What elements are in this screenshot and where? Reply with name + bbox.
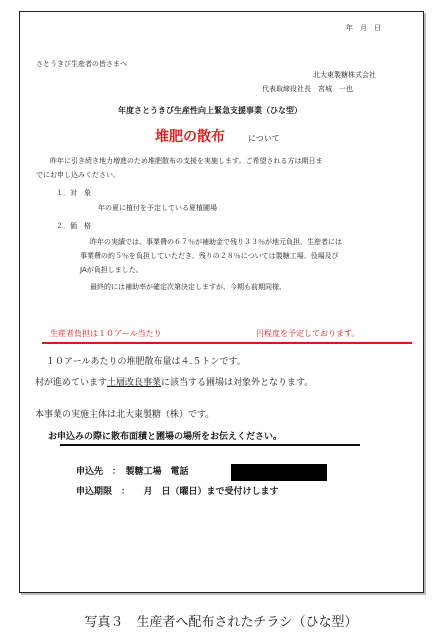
addressee: さとうきび生産者の皆さまへ (36, 60, 127, 68)
date-line: 年 月 日 (346, 24, 381, 32)
village-line-suffix: に該当する圃場は対象外となります。 (161, 378, 314, 388)
village-line (35, 379, 313, 388)
apply-to: 申込先 ： 製糖工場 電話 (76, 467, 189, 477)
sender-company: 北大東製糖株式会社 (313, 71, 376, 79)
notice-line: お申込みの際に散布面積と圃場の場所をお伝えください。 (48, 432, 283, 442)
flyer-sheet (19, 11, 424, 593)
title-suffix: について (248, 134, 280, 143)
section-2-line-1: 昨年の実績では、事業費の６７％が補助金で残り３３％が地元負担、生産者には (90, 238, 342, 246)
section-2-line-3: JAが負担しました。 (80, 266, 143, 274)
soil-improvement-project: 土層改良事業 (107, 378, 162, 388)
producer-cost-label: 生産者負担は１０アール当たり (50, 329, 162, 338)
subtitle: 年度さとうきび生産性向上緊急支援事業（ひな型） (118, 106, 302, 115)
section-1-text: 年の夏に植付を予定している夏植圃場 (98, 204, 217, 212)
village-line-prefix: 村が進めています (35, 378, 108, 388)
section-2-line-4: 最終的には補助率が確定次第決定しますが、今期も前期同様、 (90, 283, 286, 291)
producer-cost-value: 円程度を予定しております。 (256, 329, 360, 338)
main-title: 堆肥の散布 (155, 129, 225, 145)
section-1-heading: １．対 象 (56, 189, 91, 197)
section-2-heading: ２．価 格 (56, 222, 91, 230)
notice-underline (60, 444, 360, 446)
section-2-line-2: 事業費の約５％を負担していただき、残りの２８％については製糖工場、役場及び (80, 252, 339, 260)
apply-deadline: 申込期限 ： 月 日（曜日）まで受付けします (76, 487, 279, 497)
amount-line: １０アールあたりの堆肥散布量は４.５トンです。 (46, 357, 246, 367)
intro-line-1: 昨年に引き続き地力増進のため堆肥散布の支援を実施します。ご希望される方は期日ま (50, 157, 323, 165)
photo-caption: 写真３ 生産者へ配布されたチラシ（ひな型） (84, 615, 358, 630)
implementer-line: 本事業の実施主体は北大東製糖（株）です。 (35, 410, 215, 420)
redacted-phone (231, 464, 327, 481)
sender-representative: 代表取締役社長 宮城 一也 (262, 85, 353, 93)
red-underline (42, 342, 412, 344)
intro-line-2: でにお申し込みください。 (36, 171, 120, 179)
